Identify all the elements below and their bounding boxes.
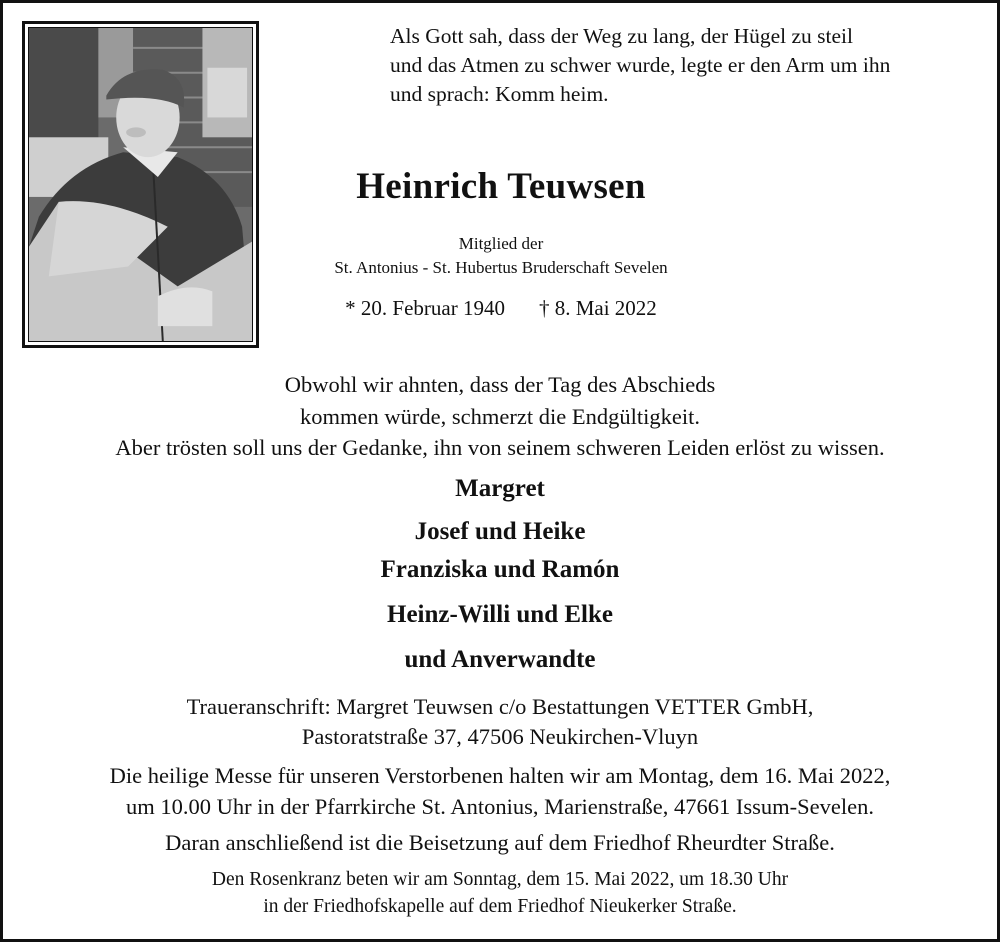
mass-line: um 10.00 Uhr in der Pfarrkirche St. Antonius, Marienstraße, 47661 Issum-Sevelen. — [126, 794, 874, 819]
mourning-address — [0, 692, 1000, 752]
condolence-line: kommen würde, schmerzt die Endgültigkeit. — [300, 403, 700, 429]
condolence-line: Obwohl wir ahnten, dass der Tag des Abschieds — [284, 372, 716, 397]
poem-line: und sprach: Komm heim. — [390, 82, 609, 106]
burial-info: Daran anschließend ist die Beisetzung auf dem Friedhof Rheurdter Straße. — [165, 830, 835, 855]
portrait-photo — [28, 27, 253, 342]
portrait-illustration — [29, 28, 252, 341]
membership-line: St. Antonius - St. Hubertus Bruderschaft Sevelen — [334, 258, 668, 277]
life-dates — [258, 296, 744, 321]
mourner-name: Josef und Heike — [414, 518, 586, 545]
rosary-line: Den Rosenkranz beten wir am Sonntag, dem 15. Mai 2022, um 18.30 Uhr — [211, 869, 789, 890]
poem-line: Als Gott sah, dass der Weg zu lang, der Hügel zu steil — [390, 24, 854, 48]
mass-line: Die heilige Messe für unseren Verstorbenen halten wir am Montag, dem 16. Mai 2022, — [109, 763, 891, 788]
condolence-line: Aber trösten soll uns der Gedanke, ihn von seinem schweren Leiden erlöst zu wissen. — [115, 435, 885, 460]
death-date: † 8. Mai 2022 — [538, 296, 657, 320]
address-line: Pastoratstraße 37, 47506 Neukirchen-Vluyn — [301, 724, 699, 749]
mourner-name: und Anverwandte — [404, 646, 596, 673]
funeral-mass-info — [0, 760, 1000, 822]
mourner-name: Franziska und Ramón — [380, 556, 620, 583]
membership-line: Mitglied der — [458, 234, 544, 253]
membership-info — [258, 232, 744, 280]
mourner-name: Margret — [455, 475, 545, 502]
deceased-name: Heinrich Teuwsen — [356, 166, 646, 207]
rosary-info — [0, 866, 1000, 920]
birth-date: * 20. Februar 1940 — [345, 296, 505, 320]
mourner-name: Heinz-Willi und Elke — [387, 601, 613, 628]
portrait-frame — [22, 21, 259, 348]
condolence-text — [0, 369, 1000, 464]
rosary-line: in der Friedhofskapelle auf dem Friedhof Nieukerker Straße. — [263, 896, 737, 917]
memorial-poem — [390, 22, 890, 109]
poem-line: und das Atmen zu schwer wurde, legte er den Arm um ihn — [390, 53, 891, 77]
address-line: Traueranschrift: Margret Teuwsen c/o Bestattungen VETTER GmbH, — [186, 694, 814, 719]
